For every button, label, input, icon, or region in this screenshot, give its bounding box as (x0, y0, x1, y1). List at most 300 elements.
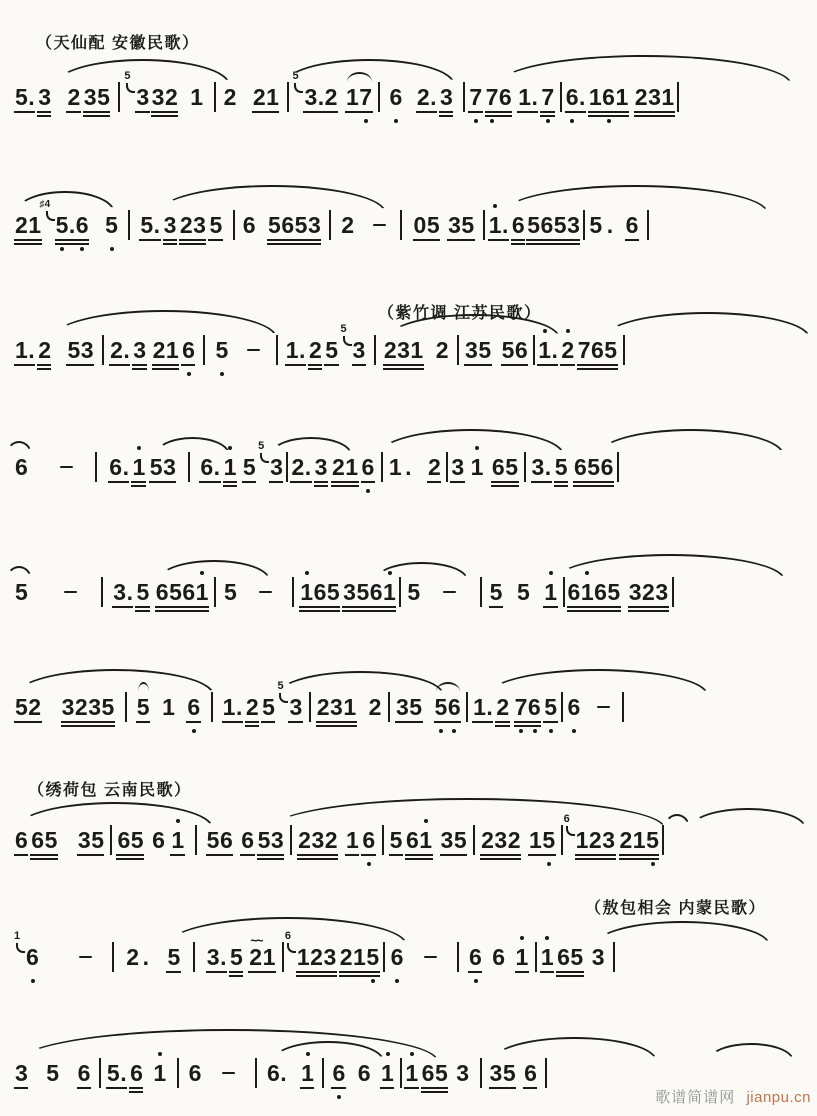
held-note-dash (60, 466, 73, 469)
note (291, 449, 311, 485)
note-digits (568, 579, 621, 605)
note-digits (561, 337, 574, 363)
digit: 5 (435, 694, 448, 720)
digit: 5 (169, 579, 183, 605)
note-digits (224, 84, 237, 110)
note (343, 574, 396, 610)
digit: 7 (486, 84, 499, 110)
digit: 2 ~~ (249, 944, 262, 970)
note-digits (309, 337, 322, 363)
note (209, 207, 222, 243)
digit: 1 (196, 579, 209, 605)
digit: 2 (331, 454, 346, 480)
note-digits (544, 579, 557, 605)
beam-underline (135, 610, 149, 612)
note (15, 79, 35, 115)
note (107, 1055, 127, 1091)
digit: 3 (88, 694, 102, 720)
beam-underline (14, 364, 35, 366)
digit: 5 (257, 827, 271, 853)
digit: 3 (602, 827, 616, 853)
note (441, 822, 468, 858)
note-digits (456, 1060, 469, 1086)
beam-underline (634, 111, 675, 113)
digit: 1 (575, 827, 589, 853)
note (38, 79, 51, 115)
digit: 5 (97, 84, 111, 110)
beam-underline (316, 725, 357, 727)
beam-underline (511, 243, 525, 245)
beam-underline (116, 854, 144, 856)
note-digits (626, 212, 639, 238)
beam-underline (152, 364, 180, 366)
octave-dot-below (60, 247, 64, 251)
note (162, 689, 175, 725)
digit: 5 (478, 337, 492, 363)
beam-underline (131, 485, 145, 487)
note-digits (441, 827, 468, 853)
note-digits (117, 827, 144, 853)
beam-underline (434, 721, 462, 723)
beam-underline (257, 858, 285, 860)
note-digits (502, 337, 529, 363)
digit: 6 (390, 84, 403, 110)
beam-underline (163, 243, 177, 245)
note-digits (150, 454, 177, 480)
held-note-dash (597, 706, 610, 709)
note-digits (207, 944, 227, 970)
note (315, 449, 328, 485)
beam-underline (303, 111, 337, 113)
note-digits (620, 827, 660, 853)
octave-dot-below (533, 729, 537, 733)
digit: 6 (332, 1060, 345, 1086)
octave-dot-below (366, 489, 370, 493)
note (490, 574, 503, 610)
octave-dot-above (543, 329, 547, 333)
digit: 1 (162, 694, 176, 720)
digit: 2 (507, 827, 522, 853)
note (578, 332, 618, 368)
note (527, 207, 580, 243)
note (190, 79, 203, 115)
note (67, 79, 80, 115)
beam-underline (526, 239, 580, 241)
note (117, 822, 144, 858)
digit: . (126, 579, 134, 605)
digit: 3 (193, 212, 207, 238)
barline (457, 942, 459, 972)
barline (545, 1058, 547, 1088)
note-digits (46, 1060, 59, 1086)
note (414, 207, 441, 243)
digit: 5 (105, 212, 118, 238)
octave-dot-below (519, 729, 523, 733)
note (358, 1055, 371, 1091)
digit: 2 (339, 944, 354, 970)
note (384, 332, 424, 368)
note (15, 689, 42, 725)
digit: 3 (567, 212, 581, 238)
digit: 5 (570, 944, 584, 970)
octave-dot-below (549, 729, 553, 733)
note (417, 79, 437, 115)
note-digits (110, 337, 130, 363)
note-digits (362, 827, 375, 853)
digit: 6 (76, 212, 89, 238)
digit: 5 (67, 337, 81, 363)
digit: 3 (83, 84, 98, 110)
notation-row (15, 323, 812, 368)
digit: 6 (405, 827, 420, 853)
beam-underline (540, 115, 554, 117)
barline (95, 452, 97, 482)
digit: 5 (101, 694, 115, 720)
note-digits (574, 454, 614, 480)
digit: . (502, 212, 509, 238)
barline (388, 692, 390, 722)
barline (672, 577, 674, 607)
note (15, 332, 35, 368)
digit: 1 (301, 1060, 314, 1086)
digit: 6 (15, 454, 29, 480)
note-digits (524, 1060, 537, 1086)
beam-underline (248, 971, 276, 973)
beam-underline (495, 721, 509, 723)
notation-line (15, 813, 812, 858)
note-digits (527, 212, 580, 238)
barline (233, 210, 235, 240)
barline (255, 1058, 257, 1088)
digit: . (551, 337, 559, 363)
barline (118, 82, 120, 112)
beam-underline (261, 721, 275, 723)
note-digits (136, 579, 149, 605)
beam-underline (314, 485, 328, 487)
beam-underline (540, 971, 554, 973)
octave-dot-below (364, 119, 368, 123)
octave-dot-below (474, 119, 478, 123)
beam-underline (135, 111, 149, 113)
note (67, 332, 94, 368)
note-digits (15, 1060, 28, 1086)
digit: 2 (324, 827, 339, 853)
digit: 5 (542, 827, 555, 853)
digit: 5 (527, 212, 541, 238)
digit: . (486, 694, 494, 720)
beam-underline (537, 364, 558, 366)
digit: 6 (567, 579, 581, 605)
notation-row (15, 813, 812, 858)
beam-underline (567, 610, 621, 612)
beam-underline (166, 971, 180, 973)
barline (102, 335, 104, 365)
note (524, 1055, 537, 1091)
note (589, 79, 629, 115)
barline (613, 942, 615, 972)
beam-underline (61, 725, 115, 727)
note (346, 822, 359, 858)
note-digits (267, 1060, 287, 1086)
grace-hook (126, 83, 135, 93)
note (541, 79, 554, 115)
digit: 5 (44, 827, 58, 853)
mordent-mark: ~~ (250, 933, 262, 948)
digit: 5 (262, 694, 276, 720)
digit: 2 (179, 212, 194, 238)
digit: 3 (311, 827, 325, 853)
beam-underline (308, 364, 322, 366)
digit: 6 (369, 579, 384, 605)
digit: 3 (77, 827, 92, 853)
note (136, 574, 149, 610)
note-digits (405, 454, 412, 480)
note-digits (156, 579, 209, 605)
digit: . (213, 454, 221, 480)
note-digits (358, 1060, 371, 1086)
grace-note: 1 (14, 930, 21, 942)
octave-dot-above (306, 1052, 310, 1056)
note-digits (381, 1060, 394, 1086)
note (224, 574, 237, 610)
note-digits (315, 454, 328, 480)
digit: 2 (252, 84, 267, 110)
note (267, 1055, 287, 1091)
grace-note: 5 (124, 70, 131, 82)
octave-dot-above (424, 819, 428, 823)
notation-line (15, 440, 812, 485)
beam-underline (361, 481, 375, 483)
barline (677, 82, 679, 112)
beam-underline (540, 111, 554, 113)
note-digits (304, 84, 337, 110)
beam-underline (439, 115, 453, 117)
octave-dot-below (490, 119, 494, 123)
beam-underline (297, 854, 338, 856)
digit: 1 (581, 579, 594, 605)
note-digits (635, 84, 675, 110)
note-digits (152, 84, 179, 110)
digit: 3 (531, 454, 545, 480)
note (78, 1055, 91, 1091)
notation-line (15, 574, 812, 610)
digit: 3 (397, 337, 411, 363)
held-note-dash (64, 591, 77, 594)
note (481, 822, 521, 858)
digit: 1 (518, 84, 532, 110)
note (448, 207, 475, 243)
note (538, 332, 558, 368)
digit: 6 (511, 212, 526, 238)
digit: 5 (167, 944, 181, 970)
digit: 1 (345, 84, 360, 110)
note (164, 207, 177, 243)
octave-dot-above (585, 571, 589, 575)
digit: 2 (298, 827, 312, 853)
note-digits (286, 337, 306, 363)
grace-hook (16, 943, 25, 953)
digit: 6 (528, 694, 541, 720)
digit: 6 (200, 454, 214, 480)
note (362, 822, 375, 858)
note-digits (15, 827, 28, 853)
digit: 6 (155, 579, 170, 605)
beam-underline (299, 610, 340, 612)
note-digits (396, 694, 423, 720)
note (635, 79, 675, 115)
note-digits (38, 337, 51, 363)
digit: 3 (465, 337, 479, 363)
beam-underline (523, 1087, 537, 1089)
note-digits (258, 827, 285, 853)
barline (535, 942, 537, 972)
note-digits (133, 337, 146, 363)
beam-underline (427, 481, 441, 483)
held-note-dash (247, 349, 260, 352)
note-digits (130, 1060, 143, 1086)
beam-underline (468, 111, 482, 113)
note-digits (629, 579, 669, 605)
beam-underline (285, 364, 306, 366)
note-digits (489, 212, 509, 238)
barline (524, 452, 526, 482)
beam-underline (345, 854, 359, 856)
beam-underline (136, 721, 150, 723)
grace-hook (343, 336, 352, 346)
digit: . (405, 454, 413, 480)
barline (286, 452, 288, 482)
barline (203, 335, 205, 365)
digit: 2 (316, 694, 331, 720)
note-digits (428, 454, 441, 480)
note (512, 207, 525, 243)
beam-underline (300, 1087, 314, 1089)
digit: 1 (165, 337, 180, 363)
note (84, 79, 111, 115)
digit: 3 (323, 944, 337, 970)
beam-underline (245, 725, 259, 727)
beam-underline (342, 606, 396, 608)
note (544, 574, 557, 610)
note-digits (471, 454, 484, 480)
digit: 1 (405, 1060, 418, 1086)
beam-underline (352, 364, 366, 366)
barline (480, 1058, 482, 1088)
beam-underline (543, 721, 557, 723)
note (180, 207, 207, 243)
digit: 6 (469, 944, 482, 970)
note-digits (15, 694, 42, 720)
digit: 5 (15, 694, 29, 720)
octave-dot-above (176, 819, 180, 823)
note-digits (469, 84, 482, 110)
digit: . (123, 337, 131, 363)
digit: 3 (61, 694, 75, 720)
barline (483, 210, 485, 240)
note (132, 449, 145, 485)
held-note-dash (424, 956, 437, 959)
digit: 5 (607, 579, 621, 605)
digit: 6 (362, 827, 375, 853)
beam-underline (625, 239, 639, 241)
digit: . (531, 84, 539, 110)
note (243, 449, 256, 485)
digit: 5 (409, 694, 423, 720)
note-digits (153, 1060, 166, 1086)
grace-note: 6 (284, 930, 291, 942)
beam-underline (61, 721, 115, 723)
note (492, 939, 505, 975)
digit: 1 (632, 827, 647, 853)
beam-underline (413, 239, 441, 241)
notation-row (15, 440, 812, 485)
note-digits (496, 694, 509, 720)
octave-dot-below (80, 247, 84, 251)
grace-note: 5 (292, 70, 299, 82)
note (105, 207, 118, 243)
note-digits (369, 694, 382, 720)
note-digits (512, 212, 525, 238)
held-note-dash (443, 591, 456, 594)
note-digits (152, 827, 165, 853)
note-digits (301, 1060, 314, 1086)
beam-underline (560, 364, 574, 366)
note (140, 207, 160, 243)
note (46, 1055, 59, 1091)
note-digits (465, 337, 492, 363)
digit: 3 (270, 827, 285, 853)
digit: 2 (634, 84, 649, 110)
beam-underline (77, 1087, 91, 1089)
digit: 5 (206, 827, 220, 853)
note-digits (340, 944, 380, 970)
octave-dot-below (439, 729, 443, 733)
beam-underline (37, 111, 51, 113)
note (284, 930, 337, 975)
barline (188, 452, 190, 482)
note (568, 689, 581, 725)
note-digits (105, 212, 118, 238)
note (110, 332, 130, 368)
beam-underline (83, 111, 111, 113)
notation-row (15, 680, 812, 725)
barline (400, 210, 402, 240)
beam-underline (66, 111, 80, 113)
octave-dot-below (371, 979, 375, 983)
note (152, 822, 165, 858)
note-digits (422, 1060, 449, 1086)
digit: 3 (270, 454, 284, 480)
barline (466, 692, 468, 722)
digit: 2 (308, 337, 323, 363)
beam-underline (240, 854, 254, 856)
note (362, 449, 375, 485)
note-digits (136, 84, 149, 110)
digit: 0 (413, 212, 427, 238)
barline (309, 692, 311, 722)
note (124, 70, 150, 115)
digit: . (153, 212, 161, 238)
note-digits (589, 84, 629, 110)
note (249, 933, 276, 975)
note (389, 449, 402, 485)
note (156, 574, 209, 610)
held-note-dash (222, 1072, 235, 1075)
digit: 1 (345, 454, 359, 480)
song-title-xiuhebao: （绣荷包 云南民歌） (28, 782, 192, 799)
digit: . (578, 84, 586, 110)
digit: 6 (182, 579, 196, 605)
